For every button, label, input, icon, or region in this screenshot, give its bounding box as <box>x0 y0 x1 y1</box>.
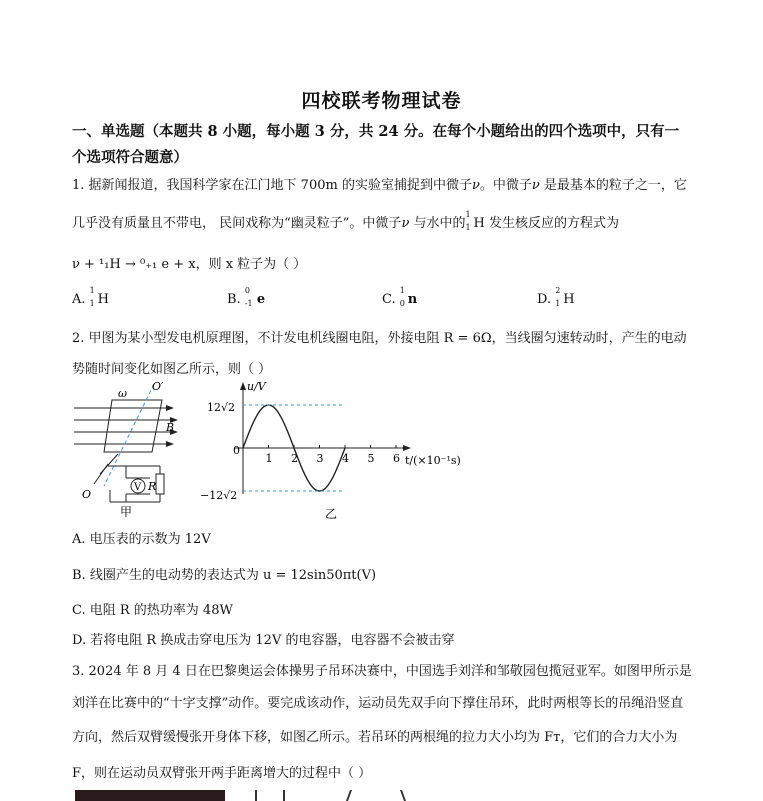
q1-option-d[interactable]: D. 2 1 H <box>537 286 575 308</box>
axis-top-label: O′ <box>152 380 164 393</box>
q2-option-b[interactable]: B. 线圈产生的电动势的表达式为 u = 12sin50πt(V) <box>72 568 377 583</box>
y-min-label: −12√2 <box>200 489 238 502</box>
q2-option-d[interactable]: D. 若将电阻 R 换成击穿电压为 12V 的电容器，电容器不会被击穿 <box>72 633 455 648</box>
q3-line-1: 3. 2024 年 8 月 4 日在巴黎奥运会体操男子吊环决赛中，中国选手刘洋和邹敬园包揽冠亚军。如图甲所示是 <box>72 664 692 679</box>
figure-photo-edge <box>75 790 225 801</box>
figure-line-edge <box>283 790 285 801</box>
field-arrow <box>166 441 174 447</box>
figure-b-caption: 乙 <box>325 507 338 521</box>
q1-option-a[interactable]: A. 1 1 H <box>72 286 110 308</box>
q1-equation: ν + ¹₁H → ⁰₊₁ e + x <box>72 257 196 272</box>
resistor <box>156 474 164 494</box>
y-axis-arrow <box>240 382 246 390</box>
q1-text-a: 1. 据新闻报道，我国科学家在江门地下 700m 的实验室捕捉到中微子 <box>72 178 472 193</box>
y-axis-label: u/V <box>247 380 266 393</box>
q1-line-3 <box>72 253 712 272</box>
x-axis-arrow <box>403 445 411 451</box>
x-tick-label: 5 <box>367 452 375 465</box>
figure-line-edge <box>346 790 352 801</box>
q2-line-1: 2. 甲图为某小型发电机原理图，不计发电机线圈电阻，外接电阻 R = 6Ω，当线圈匀速转动时，产生的电动 <box>72 331 687 346</box>
q1-text-f: 发生核反应的方程式为 <box>484 216 619 231</box>
q2-option-c[interactable]: C. 电阻 R 的热功率为 48W <box>72 603 233 618</box>
q3-line-2: 刘洋在比赛中的“十字支撑”动作。要完成该动作，运动员先双手向下撑住吊环，此时两根等长的吊绳沿竖直 <box>72 696 684 711</box>
figure-line-edge <box>400 790 406 801</box>
figure-a-caption: 甲 <box>120 505 133 519</box>
x-axis-label: t/(×10⁻¹s) <box>405 454 461 467</box>
generator-diagram <box>70 378 190 520</box>
page-title: 四校联考物理试卷 <box>301 90 462 112</box>
resistor-label: R <box>148 480 157 493</box>
field-arrow <box>166 405 174 411</box>
voltage-time-chart <box>195 378 465 522</box>
section-heading-line-2: 个选项符合题意） <box>72 149 188 166</box>
q1-hydrogen: 1 1 H <box>465 210 485 232</box>
q1-text-b: 。中微子 <box>479 178 532 193</box>
origin-label: 0 <box>233 444 240 457</box>
axis-bottom-label: O <box>82 488 92 501</box>
x-tick-label: 4 <box>342 452 349 465</box>
voltmeter-label: V <box>134 482 142 493</box>
field-label: B <box>166 421 175 434</box>
q1-text-c: 是最基本的粒子之一，它 <box>539 178 687 193</box>
q1-nu: ν <box>401 216 410 231</box>
q1-option-b[interactable]: B. 0 -1 e <box>227 286 266 308</box>
q1-option-c[interactable]: C. 1 0 n <box>382 286 418 308</box>
q1-text-g: ，则 x 粒子为（ ） <box>195 257 307 272</box>
omega-label: ω <box>118 387 127 400</box>
section-heading <box>72 119 712 171</box>
y-max-label: 12√2 <box>207 401 236 414</box>
q1-line-2 <box>72 212 712 231</box>
figure-line-edge <box>255 790 257 801</box>
x-tick-label: 1 <box>265 452 273 465</box>
q1-text-d: 几乎没有质量且不带电， 民间戏称为“幽灵粒子”。中微子 <box>72 216 402 231</box>
q1-nu: ν <box>471 178 480 193</box>
q1-nu: ν <box>531 178 540 193</box>
x-tick-label: 3 <box>316 452 324 465</box>
rotation-axis <box>104 384 154 486</box>
x-tick-label: 6 <box>393 452 400 465</box>
q1-line-1 <box>72 174 712 193</box>
q2-option-a[interactable]: A. 电压表的示数为 12V <box>72 532 211 547</box>
q3-line-3: 方向，然后双臂缓慢张开身体下移，如图乙所示。若吊环的两根绳的拉力大小均为 Fᴛ，它们的合力大小为 <box>72 730 678 745</box>
x-tick-label: 2 <box>291 452 298 465</box>
q3-line-4: F，则在运动员双臂张开两手距离增大的过程中（ ） <box>72 766 372 781</box>
q1-options <box>72 286 712 308</box>
section-heading-line-1: 一、单选题（本题共 8 小题，每小题 3 分，共 24 分。在每个小题给出的四个选项中，只有一 <box>72 123 680 140</box>
q2-line-2: 势随时间变化如图乙所示，则（ ） <box>72 362 272 377</box>
q1-text-e: 与水中的 <box>409 216 466 231</box>
